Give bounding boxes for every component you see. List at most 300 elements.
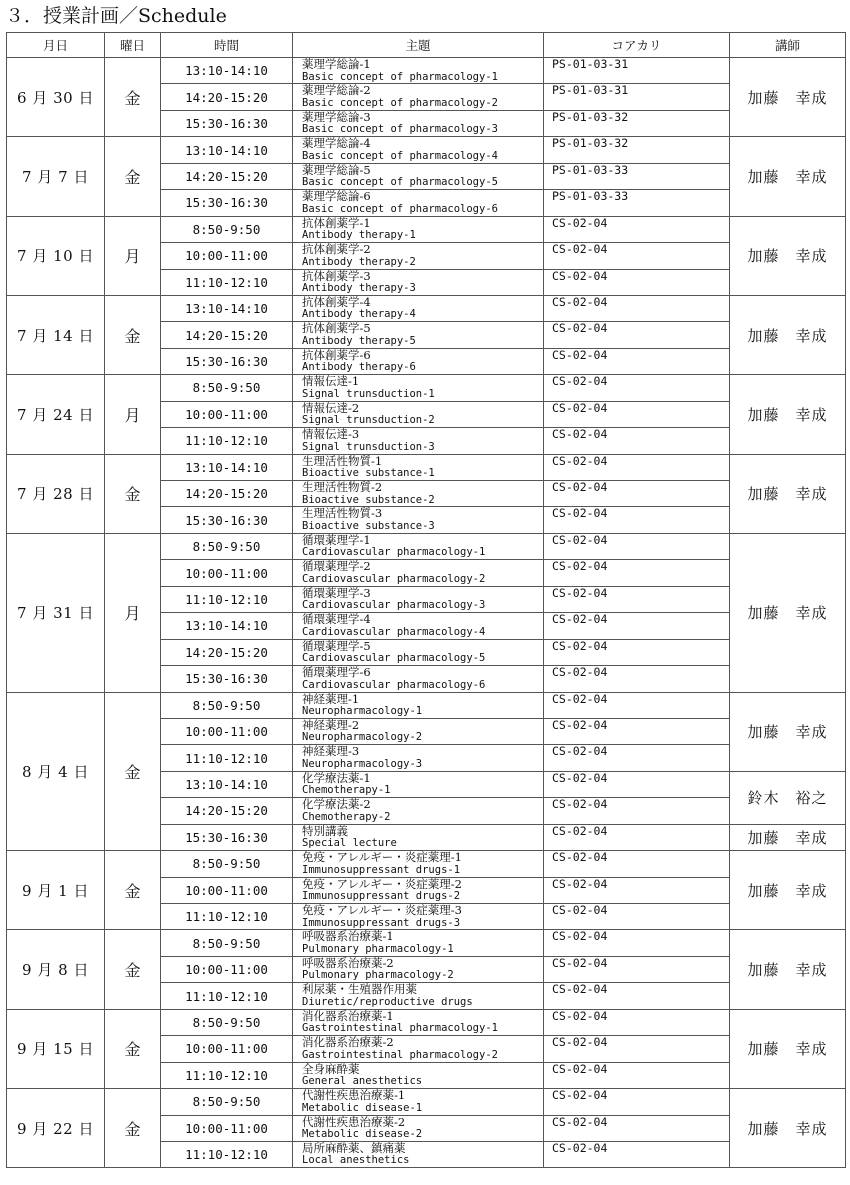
core-curriculum-cell xyxy=(544,163,730,189)
core-curriculum-cell xyxy=(544,771,730,797)
topic-title-ja: 消化器系治療薬-2 xyxy=(302,1035,394,1050)
core-curriculum-code: PS-01-03-33 xyxy=(552,189,629,204)
topic-title-en: Cardiovascular pharmacology-1 xyxy=(302,546,486,559)
core-curriculum-cell xyxy=(544,1141,730,1167)
lecturer-cell: 加藤 幸成 xyxy=(730,295,846,374)
header-day: 曜日 xyxy=(105,33,161,58)
table-row xyxy=(7,851,846,877)
topic-title-en: Antibody therapy-6 xyxy=(302,361,416,374)
table-row xyxy=(7,930,846,956)
topic-cell xyxy=(293,137,544,163)
core-curriculum-code: CS-02-04 xyxy=(552,1061,608,1076)
topic-title-ja: 代謝性疾患治療薬-1 xyxy=(302,1088,406,1103)
core-curriculum-cell xyxy=(544,1036,730,1062)
core-curriculum-code: CS-02-04 xyxy=(552,770,608,785)
core-curriculum-cell xyxy=(544,1089,730,1115)
core-curriculum-code: CS-02-04 xyxy=(552,506,608,521)
topic-title-ja: 薬理学総論-1 xyxy=(302,57,371,71)
date-cell: 6 月 30 日 xyxy=(7,58,105,137)
topic-title-en: Basic concept of pharmacology-1 xyxy=(302,70,498,83)
date-cell: 9 月 15 日 xyxy=(7,1009,105,1088)
date-cell: 7 月 10 日 xyxy=(7,216,105,295)
topic-cell xyxy=(293,956,544,982)
core-curriculum-code: CS-02-04 xyxy=(552,955,608,970)
core-curriculum-code: PS-01-03-33 xyxy=(552,162,629,177)
date-cell: 8 月 4 日 xyxy=(7,692,105,851)
lecturer-cell: 加藤 幸成 xyxy=(730,930,846,1009)
topic-title-ja: 免疫・アレルギー・炎症薬理-1 xyxy=(302,850,462,865)
time-cell: 11:10-12:10 xyxy=(161,269,293,295)
topic-title-ja: 薬理学総論-3 xyxy=(302,109,371,124)
topic-cell xyxy=(293,322,544,348)
date-cell: 9 月 22 日 xyxy=(7,1089,105,1168)
time-cell: 15:30-16:30 xyxy=(161,110,293,136)
time-cell: 13:10-14:10 xyxy=(161,454,293,480)
time-cell: 11:10-12:10 xyxy=(161,983,293,1009)
core-curriculum-code: CS-02-04 xyxy=(552,1088,608,1103)
topic-title-ja: 利尿薬・生殖器作用薬 xyxy=(302,982,417,997)
time-cell: 15:30-16:30 xyxy=(161,507,293,533)
table-row xyxy=(7,1089,846,1115)
time-cell: 10:00-11:00 xyxy=(161,718,293,744)
table-row xyxy=(7,295,846,321)
topic-cell xyxy=(293,243,544,269)
core-curriculum-cell xyxy=(544,137,730,163)
topic-title-en: Special lecture xyxy=(302,837,397,850)
core-curriculum-cell xyxy=(544,533,730,559)
table-row xyxy=(7,1009,846,1035)
core-curriculum-code: CS-02-04 xyxy=(552,559,608,574)
topic-title-ja: 抗体創薬学-2 xyxy=(302,242,371,257)
core-curriculum-cell xyxy=(544,295,730,321)
core-curriculum-code: CS-02-04 xyxy=(552,982,608,997)
topic-title-en: Bioactive substance-1 xyxy=(302,467,435,480)
table-row xyxy=(7,454,846,480)
table-row xyxy=(7,375,846,401)
core-curriculum-cell xyxy=(544,745,730,771)
topic-title-ja: 神経薬理-3 xyxy=(302,744,360,759)
table-row xyxy=(7,58,846,84)
time-cell: 8:50-9:50 xyxy=(161,375,293,401)
topic-title-ja: 免疫・アレルギー・炎症薬理-3 xyxy=(302,903,462,917)
weekday-cell: 金 xyxy=(105,137,161,216)
core-curriculum-code: CS-02-04 xyxy=(552,215,608,230)
core-curriculum-code: PS-01-03-32 xyxy=(552,109,629,124)
core-curriculum-cell xyxy=(544,428,730,454)
time-cell: 11:10-12:10 xyxy=(161,745,293,771)
topic-title-ja: 神経薬理-1 xyxy=(302,691,360,706)
time-cell: 14:20-15:20 xyxy=(161,84,293,110)
lecturer-cell: 加藤 幸成 xyxy=(730,1009,846,1088)
topic-title-en: Neuropharmacology-3 xyxy=(302,757,423,770)
time-cell: 10:00-11:00 xyxy=(161,1036,293,1062)
time-cell: 14:20-15:20 xyxy=(161,798,293,824)
time-cell: 8:50-9:50 xyxy=(161,930,293,956)
core-curriculum-code: PS-01-03-31 xyxy=(552,57,629,71)
core-curriculum-code: CS-02-04 xyxy=(552,903,608,917)
topic-title-en: Signal trunsduction-3 xyxy=(302,440,435,453)
table-row xyxy=(7,692,846,718)
topic-title-en: Cardiovascular pharmacology-3 xyxy=(302,599,486,612)
topic-title-en: Basic concept of pharmacology-2 xyxy=(302,96,498,109)
topic-title-en: Antibody therapy-5 xyxy=(302,334,416,347)
time-cell: 14:20-15:20 xyxy=(161,481,293,507)
time-cell: 14:20-15:20 xyxy=(161,639,293,665)
core-curriculum-cell xyxy=(544,243,730,269)
core-curriculum-code: CS-02-04 xyxy=(552,797,608,812)
core-curriculum-cell xyxy=(544,613,730,639)
header-row xyxy=(7,33,846,58)
topic-title-ja: 循環薬理学-4 xyxy=(302,612,371,627)
topic-title-ja: 局所麻酔薬、鎮痛薬 xyxy=(302,1140,406,1155)
lecturer-cell: 加藤 幸成 xyxy=(730,824,846,850)
topic-title-ja: 抗体創薬学-4 xyxy=(302,294,371,309)
time-cell: 13:10-14:10 xyxy=(161,771,293,797)
topic-title-ja: 循環薬理学-6 xyxy=(302,665,371,680)
topic-title-ja: 薬理学総論-4 xyxy=(302,136,371,151)
topic-cell xyxy=(293,718,544,744)
time-cell: 13:10-14:10 xyxy=(161,137,293,163)
time-cell: 11:10-12:10 xyxy=(161,904,293,930)
time-cell: 11:10-12:10 xyxy=(161,1062,293,1088)
time-cell: 15:30-16:30 xyxy=(161,824,293,850)
topic-title-en: Basic concept of pharmacology-5 xyxy=(302,176,498,189)
time-cell: 10:00-11:00 xyxy=(161,877,293,903)
core-curriculum-code: CS-02-04 xyxy=(552,321,608,336)
topic-title-ja: 消化器系治療薬-1 xyxy=(302,1008,394,1023)
topic-cell xyxy=(293,110,544,136)
topic-title-en: Metabolic disease-2 xyxy=(302,1128,423,1140)
topic-cell xyxy=(293,375,544,401)
topic-title-ja: 薬理学総論-2 xyxy=(302,83,371,98)
topic-title-en: Cardiovascular pharmacology-4 xyxy=(302,625,486,638)
time-cell: 10:00-11:00 xyxy=(161,243,293,269)
date-cell: 9 月 1 日 xyxy=(7,851,105,930)
core-curriculum-cell xyxy=(544,481,730,507)
topic-cell xyxy=(293,533,544,559)
time-cell: 13:10-14:10 xyxy=(161,613,293,639)
date-cell: 7 月 28 日 xyxy=(7,454,105,533)
topic-cell xyxy=(293,507,544,533)
topic-title-en: Chemotherapy-1 xyxy=(302,784,391,797)
topic-title-en: Antibody therapy-4 xyxy=(302,308,416,321)
lecturer-cell: 鈴木 裕之 xyxy=(730,771,846,824)
time-cell: 14:20-15:20 xyxy=(161,322,293,348)
topic-cell xyxy=(293,84,544,110)
core-curriculum-cell xyxy=(544,58,730,84)
topic-title-en: Gastrointestinal pharmacology-2 xyxy=(302,1048,498,1061)
core-curriculum-code: CS-02-04 xyxy=(552,665,608,680)
core-curriculum-cell xyxy=(544,983,730,1009)
topic-cell xyxy=(293,930,544,956)
core-curriculum-cell xyxy=(544,851,730,877)
topic-title-en: Basic concept of pharmacology-4 xyxy=(302,149,498,162)
core-curriculum-code: CS-02-04 xyxy=(552,400,608,415)
topic-title-en: Local anesthetics xyxy=(302,1154,410,1167)
time-cell: 11:10-12:10 xyxy=(161,428,293,454)
topic-cell xyxy=(293,348,544,374)
time-cell: 8:50-9:50 xyxy=(161,533,293,559)
lecturer-cell: 加藤 幸成 xyxy=(730,851,846,930)
topic-title-en: General anesthetics xyxy=(302,1075,423,1088)
core-curriculum-cell xyxy=(544,1115,730,1141)
table-row xyxy=(7,533,846,559)
topic-title-ja: 循環薬理学-3 xyxy=(302,585,371,600)
core-curriculum-cell xyxy=(544,269,730,295)
lecturer-cell: 加藤 幸成 xyxy=(730,216,846,295)
date-cell: 7 月 24 日 xyxy=(7,375,105,454)
topic-title-ja: 抗体創薬学-6 xyxy=(302,347,371,362)
topic-cell xyxy=(293,163,544,189)
topic-title-en: Immunosuppressant drugs-3 xyxy=(302,916,461,929)
topic-title-ja: 生理活性物質-3 xyxy=(302,506,383,521)
core-curriculum-cell xyxy=(544,824,730,850)
table-row xyxy=(7,216,846,242)
core-curriculum-code: CS-02-04 xyxy=(552,268,608,283)
core-curriculum-code: CS-02-04 xyxy=(552,850,608,865)
topic-title-ja: 生理活性物質-2 xyxy=(302,480,383,494)
core-curriculum-code: CS-02-04 xyxy=(552,1035,608,1050)
topic-cell xyxy=(293,877,544,903)
topic-cell xyxy=(293,639,544,665)
core-curriculum-code: PS-01-03-31 xyxy=(552,83,629,98)
topic-title-ja: 抗体創薬学-5 xyxy=(302,321,371,336)
core-curriculum-code: CS-02-04 xyxy=(552,585,608,600)
topic-cell xyxy=(293,771,544,797)
topic-cell xyxy=(293,692,544,718)
core-curriculum-cell xyxy=(544,956,730,982)
core-curriculum-cell xyxy=(544,507,730,533)
core-curriculum-cell xyxy=(544,375,730,401)
core-curriculum-cell xyxy=(544,877,730,903)
core-curriculum-cell xyxy=(544,454,730,480)
core-curriculum-cell xyxy=(544,586,730,612)
topic-title-ja: 情報伝達-3 xyxy=(302,427,360,442)
topic-cell xyxy=(293,216,544,242)
core-curriculum-code: CS-02-04 xyxy=(552,427,608,442)
lecturer-cell: 加藤 幸成 xyxy=(730,533,846,692)
time-cell: 15:30-16:30 xyxy=(161,348,293,374)
core-curriculum-code: CS-02-04 xyxy=(552,453,608,468)
core-curriculum-cell xyxy=(544,718,730,744)
core-curriculum-code: CS-02-04 xyxy=(552,717,608,732)
topic-cell xyxy=(293,983,544,1009)
time-cell: 15:30-16:30 xyxy=(161,666,293,692)
core-curriculum-cell xyxy=(544,1062,730,1088)
date-cell: 9 月 8 日 xyxy=(7,930,105,1009)
weekday-cell: 金 xyxy=(105,1009,161,1088)
weekday-cell: 月 xyxy=(105,216,161,295)
topic-title-ja: 循環薬理学-1 xyxy=(302,532,371,547)
core-curriculum-cell xyxy=(544,560,730,586)
schedule-body xyxy=(7,58,846,1168)
core-curriculum-cell xyxy=(544,84,730,110)
weekday-cell: 金 xyxy=(105,851,161,930)
time-cell: 13:10-14:10 xyxy=(161,58,293,84)
topic-cell xyxy=(293,1009,544,1035)
topic-cell xyxy=(293,904,544,930)
core-curriculum-code: CS-02-04 xyxy=(552,242,608,257)
topic-title-ja: 情報伝達-2 xyxy=(302,400,360,415)
topic-title-en: Antibody therapy-1 xyxy=(302,229,416,242)
core-curriculum-cell xyxy=(544,401,730,427)
core-curriculum-code: CS-02-04 xyxy=(552,294,608,309)
core-curriculum-code: CS-02-04 xyxy=(552,347,608,362)
schedule-table xyxy=(6,32,846,1168)
core-curriculum-code: CS-02-04 xyxy=(552,480,608,494)
weekday-cell: 金 xyxy=(105,58,161,137)
topic-cell xyxy=(293,586,544,612)
time-cell: 11:10-12:10 xyxy=(161,1141,293,1167)
topic-cell xyxy=(293,1062,544,1088)
topic-cell xyxy=(293,613,544,639)
topic-cell xyxy=(293,1089,544,1115)
topic-title-en: Cardiovascular pharmacology-5 xyxy=(302,652,486,665)
core-curriculum-code: CS-02-04 xyxy=(552,823,608,838)
topic-cell xyxy=(293,1115,544,1141)
date-cell: 7 月 31 日 xyxy=(7,533,105,692)
time-cell: 10:00-11:00 xyxy=(161,956,293,982)
topic-title-en: Antibody therapy-3 xyxy=(302,282,416,294)
topic-title-en: Metabolic disease-1 xyxy=(302,1101,423,1114)
topic-title-en: Chemotherapy-2 xyxy=(302,810,391,823)
time-cell: 8:50-9:50 xyxy=(161,692,293,718)
core-curriculum-code: CS-02-04 xyxy=(552,374,608,389)
core-curriculum-code: CS-02-04 xyxy=(552,1114,608,1129)
topic-title-en: Basic concept of pharmacology-6 xyxy=(302,202,498,215)
weekday-cell: 月 xyxy=(105,533,161,692)
core-curriculum-cell xyxy=(544,692,730,718)
topic-title-ja: 代謝性疾患治療薬-2 xyxy=(302,1114,406,1129)
core-curriculum-cell xyxy=(544,666,730,692)
topic-title-ja: 生理活性物質-1 xyxy=(302,453,383,468)
topic-title-en: Antibody therapy-2 xyxy=(302,255,416,268)
core-curriculum-code: CS-02-04 xyxy=(552,744,608,759)
core-curriculum-code: CS-02-04 xyxy=(552,929,608,944)
weekday-cell: 金 xyxy=(105,454,161,533)
topic-title-ja: 抗体創薬学-3 xyxy=(302,268,371,283)
core-curriculum-code: CS-02-04 xyxy=(552,1008,608,1023)
header-time: 時間 xyxy=(161,33,293,58)
topic-title-ja: 呼吸器系治療薬-2 xyxy=(302,955,394,970)
header-date: 月日 xyxy=(7,33,105,58)
core-curriculum-code: CS-02-04 xyxy=(552,638,608,653)
core-curriculum-cell xyxy=(544,190,730,216)
core-curriculum-code: CS-02-04 xyxy=(552,612,608,627)
topic-cell xyxy=(293,454,544,480)
topic-cell xyxy=(293,295,544,321)
topic-cell xyxy=(293,428,544,454)
time-cell: 10:00-11:00 xyxy=(161,560,293,586)
topic-title-en: Gastrointestinal pharmacology-1 xyxy=(302,1022,498,1035)
topic-title-ja: 全身麻酔薬 xyxy=(302,1061,360,1076)
topic-cell xyxy=(293,798,544,824)
topic-title-en: Cardiovascular pharmacology-6 xyxy=(302,678,486,691)
topic-title-ja: 呼吸器系治療薬-1 xyxy=(302,929,394,944)
lecturer-cell: 加藤 幸成 xyxy=(730,375,846,454)
topic-title-en: Basic concept of pharmacology-3 xyxy=(302,123,498,136)
topic-title-ja: 薬理学総論-5 xyxy=(302,162,371,177)
topic-title-ja: 免疫・アレルギー・炎症薬理-2 xyxy=(302,876,462,891)
core-curriculum-code: CS-02-04 xyxy=(552,1140,608,1155)
time-cell: 8:50-9:50 xyxy=(161,1009,293,1035)
topic-cell xyxy=(293,1141,544,1167)
topic-cell xyxy=(293,824,544,850)
date-cell: 7 月 7 日 xyxy=(7,137,105,216)
core-curriculum-cell xyxy=(544,348,730,374)
time-cell: 14:20-15:20 xyxy=(161,163,293,189)
topic-title-en: Pulmonary pharmacology-2 xyxy=(302,969,454,982)
topic-title-en: Bioactive substance-2 xyxy=(302,493,435,506)
topic-title-en: Neuropharmacology-2 xyxy=(302,731,423,744)
core-curriculum-code: CS-02-04 xyxy=(552,876,608,891)
topic-title-en: Diuretic/reproductive drugs xyxy=(302,995,473,1008)
topic-title-en: Pulmonary pharmacology-1 xyxy=(302,942,454,955)
topic-title-en: Signal trunsduction-2 xyxy=(302,414,435,427)
header-lecturer: 講師 xyxy=(730,33,846,58)
time-cell: 8:50-9:50 xyxy=(161,216,293,242)
core-curriculum-code: CS-02-04 xyxy=(552,691,608,706)
lecturer-cell: 加藤 幸成 xyxy=(730,454,846,533)
header-core-curriculum: コアカリ xyxy=(544,33,730,58)
weekday-cell: 金 xyxy=(105,692,161,851)
weekday-cell: 月 xyxy=(105,375,161,454)
topic-cell xyxy=(293,1036,544,1062)
topic-cell xyxy=(293,560,544,586)
topic-title-en: Bioactive substance-3 xyxy=(302,519,435,532)
topic-cell xyxy=(293,190,544,216)
time-cell: 11:10-12:10 xyxy=(161,586,293,612)
topic-title-ja: 特別講義 xyxy=(302,823,348,838)
time-cell: 15:30-16:30 xyxy=(161,190,293,216)
time-cell: 10:00-11:00 xyxy=(161,401,293,427)
page-title: ３．授業計画／Schedule xyxy=(5,5,227,27)
weekday-cell: 金 xyxy=(105,295,161,374)
topic-title-ja: 化学療法薬-2 xyxy=(302,797,371,812)
weekday-cell: 金 xyxy=(105,1089,161,1168)
topic-cell xyxy=(293,401,544,427)
core-curriculum-cell xyxy=(544,322,730,348)
core-curriculum-cell xyxy=(544,216,730,242)
topic-title-ja: 情報伝達-1 xyxy=(302,374,360,389)
topic-cell xyxy=(293,481,544,507)
core-curriculum-cell xyxy=(544,1009,730,1035)
core-curriculum-cell xyxy=(544,904,730,930)
weekday-cell: 金 xyxy=(105,930,161,1009)
core-curriculum-cell xyxy=(544,110,730,136)
time-cell: 10:00-11:00 xyxy=(161,1115,293,1141)
topic-title-ja: 神経薬理-2 xyxy=(302,717,360,732)
topic-cell xyxy=(293,269,544,295)
time-cell: 8:50-9:50 xyxy=(161,851,293,877)
lecturer-cell: 加藤 幸成 xyxy=(730,692,846,771)
topic-title-en: Immunosuppressant drugs-1 xyxy=(302,863,461,876)
topic-cell xyxy=(293,666,544,692)
core-curriculum-cell xyxy=(544,930,730,956)
core-curriculum-cell xyxy=(544,639,730,665)
topic-title-en: Cardiovascular pharmacology-2 xyxy=(302,572,486,585)
topic-title-ja: 化学療法薬-1 xyxy=(302,770,371,785)
core-curriculum-code: PS-01-03-32 xyxy=(552,136,629,151)
topic-title-en: Signal trunsduction-1 xyxy=(302,387,435,400)
lecturer-cell: 加藤 幸成 xyxy=(730,58,846,137)
header-topic: 主題 xyxy=(293,33,544,58)
core-curriculum-code: CS-02-04 xyxy=(552,532,608,547)
topic-title-en: Neuropharmacology-1 xyxy=(302,705,423,717)
time-cell: 8:50-9:50 xyxy=(161,1089,293,1115)
table-row xyxy=(7,137,846,163)
topic-title-en: Immunosuppressant drugs-2 xyxy=(302,890,461,903)
